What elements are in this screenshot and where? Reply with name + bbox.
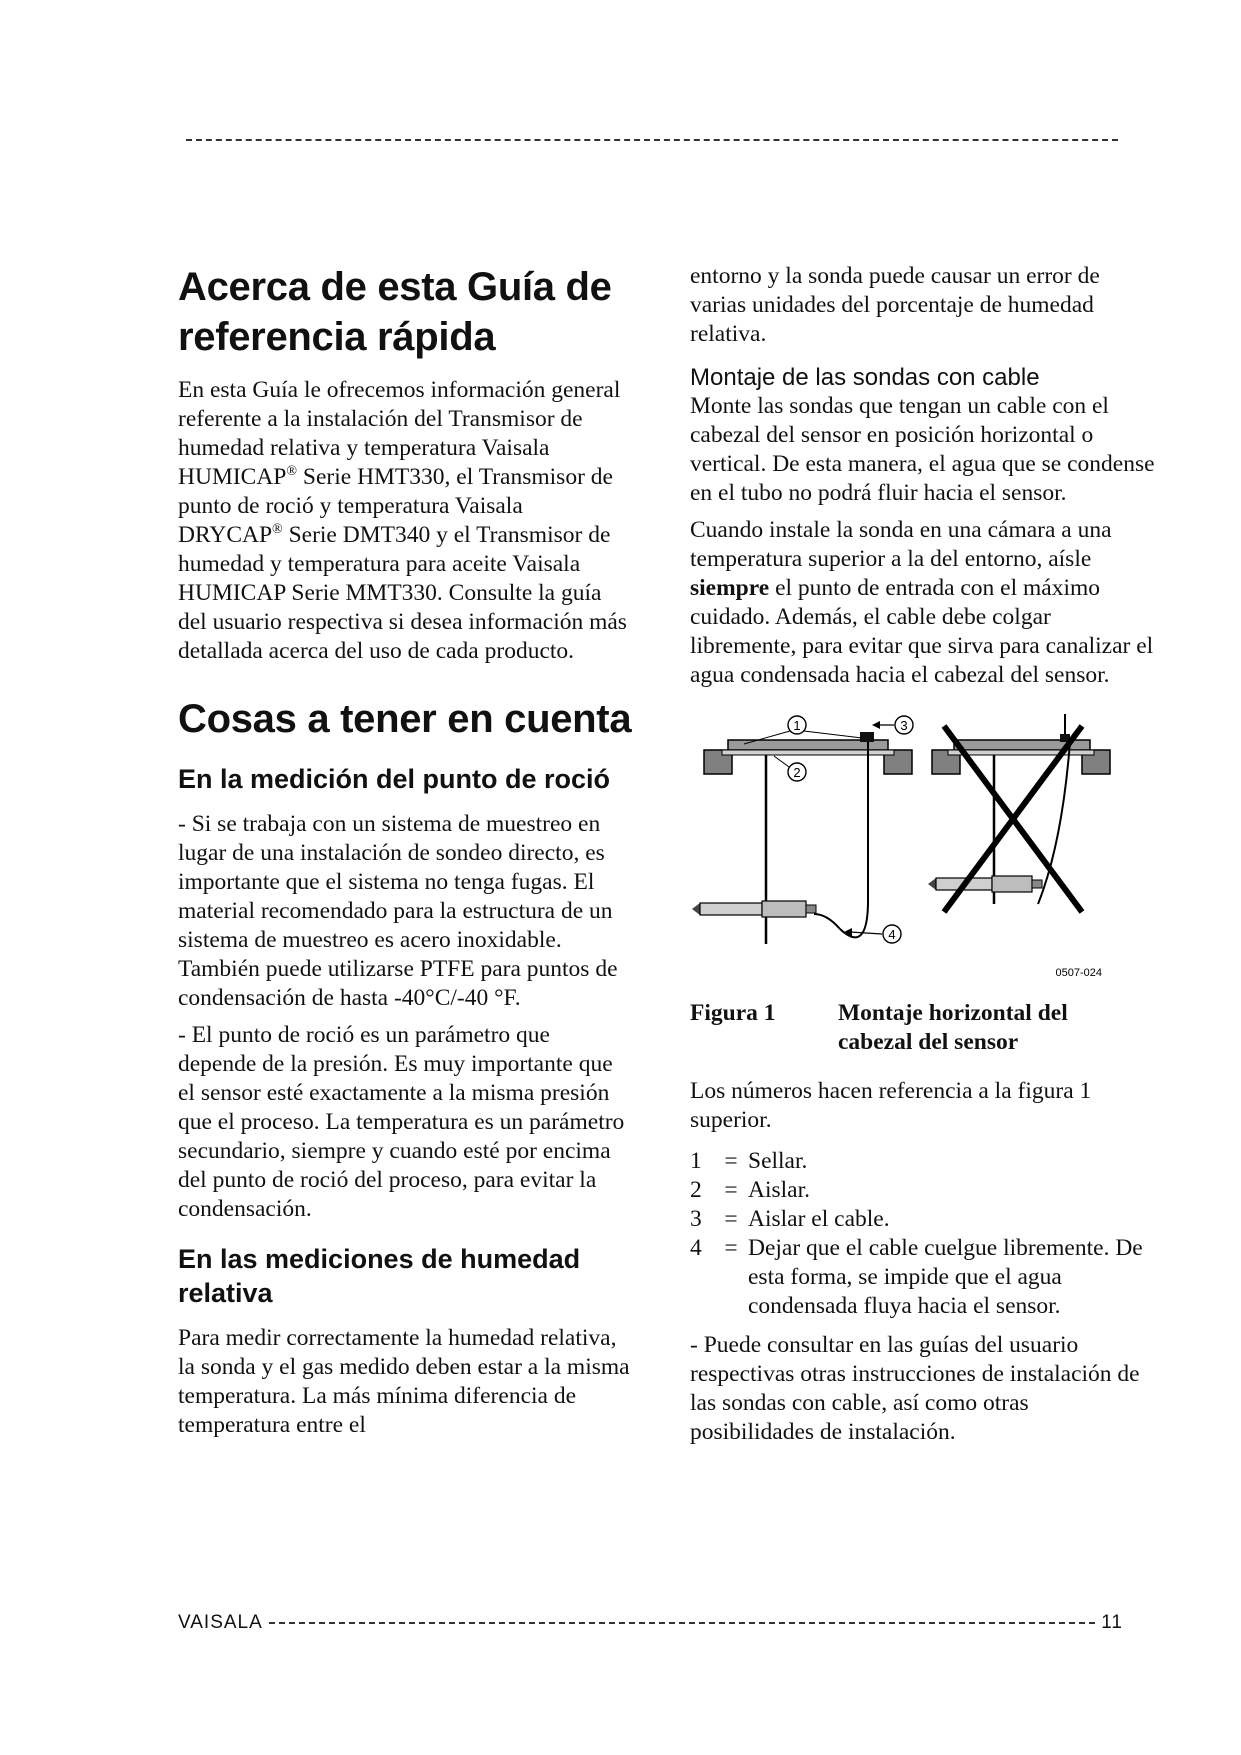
- probe-body: [700, 903, 762, 915]
- continued-paragraph: entorno y la sonda puede causar un error de varias unidades del porcentaje de humedad relativa.: [690, 263, 1100, 347]
- figure-caption: [690, 999, 1155, 1057]
- probe-head: [762, 901, 806, 917]
- dew-point-heading: En la medición del punto de roció: [178, 764, 611, 794]
- numbers-intro: Los números hacen referencia a la figura 1 superior.: [690, 1078, 1092, 1133]
- dew-point-paragraph-2: - El punto de roció es un parámetro que depende de la presión. Es muy importante que el sensor esté exactamente a la misma presión que el proceso. La temperatura es un parámetro secundario, siempre y cuando esté por encima del punto de roció del proceso, para evitar la condensación.: [178, 1022, 625, 1222]
- list-item: 4 = Dejar que el cable cuelgue libremente. De esta forma, se impide que el agua condensada fluya hacia el sensor.: [690, 1235, 1143, 1319]
- list-item: 2 = Aislar.: [690, 1177, 811, 1203]
- left-column: [178, 262, 633, 1448]
- page-number: 11: [1101, 1612, 1123, 1633]
- dew-point-paragraph-1: - Si se trabaja con un sistema de muestreo en lugar de una instalación de sondeo directo, es importante que el sistema no tenga fugas. El material recomendado para la estructura de un sistema de muestreo es acero inoxidable. También puede utilizarse PTFE para puntos de condensación de hasta -40°C/-40 °F.: [178, 811, 618, 1011]
- page-footer: [178, 1612, 1123, 1634]
- figure-caption-text: Montaje horizontal del cabezal del sensor: [838, 1000, 1068, 1055]
- guide-title: Acerca de esta Guía de referencia rápida: [178, 265, 612, 359]
- mounting-paragraph-2: Cuando instale la sonda en una cámara a una temperatura superior a la del entorno, aísle siempre el punto de entrada con el máximo cuidado. Además, el cable debe colgar libremente, para evitar que sirva para canalizar el agua condensada hacia el cabezal del sensor.: [690, 517, 1154, 688]
- mounting-paragraph-1: Monte las sondas que tengan un cable con el cabezal del sensor en posición horizontal o vertical. De esta manera, el agua que se condense en el tubo no podrá fluir hacia el sensor.: [690, 393, 1155, 506]
- cable-gland: [860, 732, 874, 742]
- list-item: 1 = Sellar.: [690, 1148, 808, 1174]
- mounting-diagram: [682, 704, 1122, 989]
- callout-2: 2: [793, 765, 801, 780]
- mounting-subheading: Montaje de las sondas con cable: [690, 364, 1040, 391]
- figure-label: Figura 1: [690, 1000, 776, 1026]
- footer-rule: [269, 1622, 1095, 1624]
- callout-1: 1: [793, 718, 801, 733]
- footer-brand: VAISALA: [178, 1612, 263, 1633]
- probe-tip: [692, 903, 700, 915]
- intro-paragraph: En esta Guía le ofrecemos información general referente a la instalación del Transmisor de humedad relativa y temperatura Vaisala HUMICAP® Serie HMT330, el Transmisor de punto de roció y temperatura Vaisala DRYCAP® Serie DMT340 y el Transmisor de humedad y temperatura para aceite Vaisala HUMICAP Serie MMT330. Consulte la guía del usuario respectiva si desea información más detallada acerca del uso de cada producto.: [178, 377, 627, 664]
- mounting-figure: [682, 704, 1122, 989]
- rh-paragraph: Para medir correctamente la humedad relativa, la sonda y el gas medido deben estar a la misma temperatura. La más mínima diferencia de temperatura entre el: [178, 1325, 630, 1438]
- callout-4: 4: [888, 927, 896, 942]
- numbered-list: [690, 1147, 1155, 1321]
- callout-3: 3: [900, 718, 908, 733]
- figure-code: 0507-024: [1055, 967, 1102, 979]
- header-rule: [186, 139, 1118, 141]
- list-item: 3 = Aislar el cable.: [690, 1206, 890, 1232]
- section-title: Cosas a tener en cuenta: [178, 697, 632, 741]
- rh-heading: En las mediciones de humedad relativa: [178, 1244, 581, 1308]
- right-column: [690, 262, 1155, 1455]
- probe-cable: [840, 742, 868, 937]
- closing-paragraph: - Puede consultar en las guías del usuario respectivas otras instrucciones de instalación de las sondas con cable, así como otras posibilidades de instalación.: [690, 1332, 1140, 1445]
